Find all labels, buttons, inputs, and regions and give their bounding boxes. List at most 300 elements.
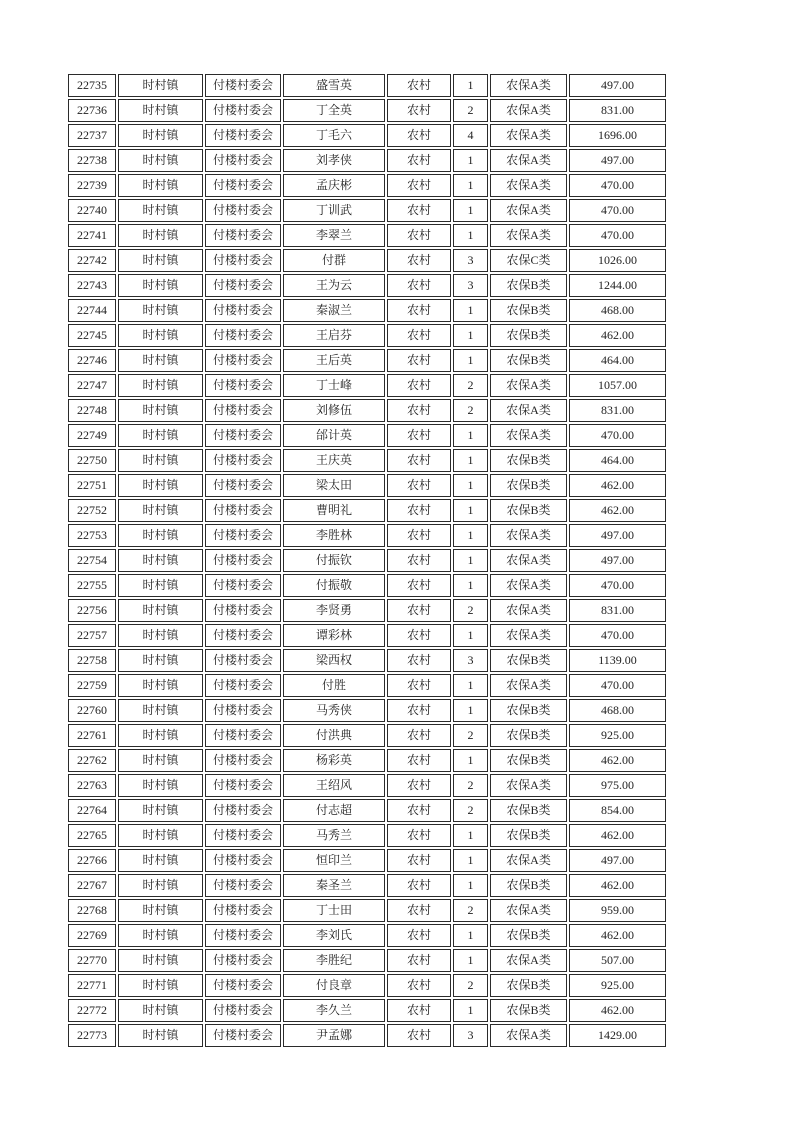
table-row	[68, 599, 666, 622]
insurance-class-cell: 农保A类	[490, 424, 567, 447]
village-committee-cell: 付楼村委会	[205, 374, 281, 397]
amount-cell: 925.00	[569, 974, 666, 997]
amount-cell: 468.00	[569, 699, 666, 722]
table-row	[68, 324, 666, 347]
amount-cell: 1244.00	[569, 274, 666, 297]
category-cell: 农村	[387, 949, 451, 972]
amount-cell: 831.00	[569, 399, 666, 422]
person-count-cell: 1	[453, 199, 488, 222]
category-cell: 农村	[387, 774, 451, 797]
insurance-class-cell: 农保A类	[490, 549, 567, 572]
record-id-cell: 22757	[68, 624, 116, 647]
insurance-class-cell: 农保B类	[490, 649, 567, 672]
person-count-cell: 1	[453, 524, 488, 547]
record-id-cell: 22746	[68, 349, 116, 372]
village-committee-cell: 付楼村委会	[205, 524, 281, 547]
table-row	[68, 874, 666, 897]
insurance-class-cell: 农保A类	[490, 599, 567, 622]
record-id-cell: 22763	[68, 774, 116, 797]
amount-cell: 464.00	[569, 349, 666, 372]
village-committee-cell: 付楼村委会	[205, 874, 281, 897]
category-cell: 农村	[387, 849, 451, 872]
town-cell: 时村镇	[118, 774, 203, 797]
village-committee-cell: 付楼村委会	[205, 474, 281, 497]
insurance-class-cell: 农保A类	[490, 149, 567, 172]
person-name-cell: 尹孟娜	[283, 1024, 385, 1047]
town-cell: 时村镇	[118, 599, 203, 622]
amount-cell: 975.00	[569, 774, 666, 797]
person-count-cell: 2	[453, 724, 488, 747]
town-cell: 时村镇	[118, 824, 203, 847]
table-row	[68, 249, 666, 272]
record-id-cell: 22743	[68, 274, 116, 297]
insurance-class-cell: 农保A类	[490, 574, 567, 597]
record-id-cell: 22765	[68, 824, 116, 847]
village-committee-cell: 付楼村委会	[205, 799, 281, 822]
village-committee-cell: 付楼村委会	[205, 699, 281, 722]
person-name-cell: 付洪典	[283, 724, 385, 747]
category-cell: 农村	[387, 1024, 451, 1047]
insurance-class-cell: 农保A类	[490, 899, 567, 922]
town-cell: 时村镇	[118, 524, 203, 547]
village-committee-cell: 付楼村委会	[205, 999, 281, 1022]
town-cell: 时村镇	[118, 799, 203, 822]
amount-cell: 462.00	[569, 324, 666, 347]
person-count-cell: 2	[453, 374, 488, 397]
person-name-cell: 丁训武	[283, 199, 385, 222]
insurance-class-cell: 农保A类	[490, 399, 567, 422]
amount-cell: 959.00	[569, 899, 666, 922]
amount-cell: 470.00	[569, 674, 666, 697]
category-cell: 农村	[387, 874, 451, 897]
person-count-cell: 1	[453, 699, 488, 722]
person-name-cell: 王为云	[283, 274, 385, 297]
table-row	[68, 624, 666, 647]
person-name-cell: 谭彩林	[283, 624, 385, 647]
record-id-cell: 22762	[68, 749, 116, 772]
record-id-cell: 22735	[68, 74, 116, 97]
village-committee-cell: 付楼村委会	[205, 849, 281, 872]
insurance-class-cell: 农保B类	[490, 824, 567, 847]
insurance-class-cell: 农保A类	[490, 374, 567, 397]
record-id-cell: 22773	[68, 1024, 116, 1047]
person-name-cell: 刘孝侠	[283, 149, 385, 172]
person-count-cell: 1	[453, 224, 488, 247]
insurance-class-cell: 农保B类	[490, 274, 567, 297]
record-id-cell: 22767	[68, 874, 116, 897]
person-count-cell: 1	[453, 149, 488, 172]
table-row	[68, 299, 666, 322]
record-id-cell: 22738	[68, 149, 116, 172]
person-count-cell: 1	[453, 324, 488, 347]
category-cell: 农村	[387, 299, 451, 322]
category-cell: 农村	[387, 174, 451, 197]
town-cell: 时村镇	[118, 1024, 203, 1047]
category-cell: 农村	[387, 249, 451, 272]
person-name-cell: 秦圣兰	[283, 874, 385, 897]
town-cell: 时村镇	[118, 949, 203, 972]
insurance-class-cell: 农保A类	[490, 849, 567, 872]
town-cell: 时村镇	[118, 349, 203, 372]
village-committee-cell: 付楼村委会	[205, 174, 281, 197]
insurance-class-cell: 农保A类	[490, 224, 567, 247]
person-count-cell: 1	[453, 424, 488, 447]
person-name-cell: 李久兰	[283, 999, 385, 1022]
insurance-class-cell: 农保B类	[490, 474, 567, 497]
category-cell: 农村	[387, 799, 451, 822]
amount-cell: 470.00	[569, 224, 666, 247]
person-name-cell: 付振钦	[283, 549, 385, 572]
village-committee-cell: 付楼村委会	[205, 99, 281, 122]
insurance-class-cell: 农保B类	[490, 449, 567, 472]
person-count-cell: 1	[453, 299, 488, 322]
insurance-class-cell: 农保A类	[490, 524, 567, 547]
person-name-cell: 王后英	[283, 349, 385, 372]
insurance-class-cell: 农保B类	[490, 699, 567, 722]
category-cell: 农村	[387, 924, 451, 947]
town-cell: 时村镇	[118, 749, 203, 772]
table-row	[68, 749, 666, 772]
village-committee-cell: 付楼村委会	[205, 724, 281, 747]
record-id-cell: 22766	[68, 849, 116, 872]
record-id-cell: 22756	[68, 599, 116, 622]
category-cell: 农村	[387, 499, 451, 522]
person-name-cell: 王绍风	[283, 774, 385, 797]
person-count-cell: 1	[453, 174, 488, 197]
town-cell: 时村镇	[118, 474, 203, 497]
record-id-cell: 22770	[68, 949, 116, 972]
town-cell: 时村镇	[118, 674, 203, 697]
record-id-cell: 22747	[68, 374, 116, 397]
amount-cell: 1057.00	[569, 374, 666, 397]
village-committee-cell: 付楼村委会	[205, 624, 281, 647]
village-committee-cell: 付楼村委会	[205, 674, 281, 697]
record-id-cell: 22760	[68, 699, 116, 722]
amount-cell: 470.00	[569, 424, 666, 447]
category-cell: 农村	[387, 599, 451, 622]
category-cell: 农村	[387, 324, 451, 347]
person-count-cell: 2	[453, 899, 488, 922]
insurance-class-cell: 农保B类	[490, 799, 567, 822]
category-cell: 农村	[387, 674, 451, 697]
village-committee-cell: 付楼村委会	[205, 324, 281, 347]
table-row	[68, 124, 666, 147]
person-count-cell: 1	[453, 349, 488, 372]
category-cell: 农村	[387, 399, 451, 422]
benefits-roster-table	[66, 72, 668, 1049]
record-id-cell: 22768	[68, 899, 116, 922]
person-name-cell: 王庆英	[283, 449, 385, 472]
village-committee-cell: 付楼村委会	[205, 774, 281, 797]
insurance-class-cell: 农保A类	[490, 99, 567, 122]
person-count-cell: 3	[453, 1024, 488, 1047]
town-cell: 时村镇	[118, 374, 203, 397]
village-committee-cell: 付楼村委会	[205, 124, 281, 147]
person-count-cell: 1	[453, 74, 488, 97]
person-count-cell: 1	[453, 824, 488, 847]
amount-cell: 1429.00	[569, 1024, 666, 1047]
insurance-class-cell: 农保B类	[490, 924, 567, 947]
amount-cell: 497.00	[569, 549, 666, 572]
person-count-cell: 1	[453, 474, 488, 497]
amount-cell: 468.00	[569, 299, 666, 322]
table-row	[68, 824, 666, 847]
category-cell: 农村	[387, 549, 451, 572]
amount-cell: 462.00	[569, 999, 666, 1022]
insurance-class-cell: 农保B类	[490, 974, 567, 997]
record-id-cell: 22750	[68, 449, 116, 472]
record-id-cell: 22745	[68, 324, 116, 347]
record-id-cell: 22744	[68, 299, 116, 322]
town-cell: 时村镇	[118, 174, 203, 197]
record-id-cell: 22758	[68, 649, 116, 672]
person-name-cell: 付志超	[283, 799, 385, 822]
category-cell: 农村	[387, 624, 451, 647]
table-row	[68, 949, 666, 972]
table-row	[68, 199, 666, 222]
person-count-cell: 2	[453, 799, 488, 822]
town-cell: 时村镇	[118, 974, 203, 997]
insurance-class-cell: 农保B类	[490, 349, 567, 372]
category-cell: 农村	[387, 724, 451, 747]
village-committee-cell: 付楼村委会	[205, 274, 281, 297]
table-row	[68, 224, 666, 247]
category-cell: 农村	[387, 899, 451, 922]
insurance-class-cell: 农保A类	[490, 949, 567, 972]
person-count-cell: 1	[453, 624, 488, 647]
table-row	[68, 774, 666, 797]
category-cell: 农村	[387, 424, 451, 447]
amount-cell: 497.00	[569, 74, 666, 97]
person-name-cell: 丁毛六	[283, 124, 385, 147]
record-id-cell: 22755	[68, 574, 116, 597]
insurance-class-cell: 农保A类	[490, 674, 567, 697]
person-count-cell: 4	[453, 124, 488, 147]
town-cell: 时村镇	[118, 99, 203, 122]
village-committee-cell: 付楼村委会	[205, 949, 281, 972]
person-count-cell: 1	[453, 874, 488, 897]
record-id-cell: 22761	[68, 724, 116, 747]
table-row	[68, 274, 666, 297]
table-row	[68, 699, 666, 722]
person-count-cell: 2	[453, 774, 488, 797]
record-id-cell: 22772	[68, 999, 116, 1022]
amount-cell: 462.00	[569, 749, 666, 772]
amount-cell: 462.00	[569, 874, 666, 897]
person-count-cell: 1	[453, 999, 488, 1022]
amount-cell: 464.00	[569, 449, 666, 472]
record-id-cell: 22736	[68, 99, 116, 122]
category-cell: 农村	[387, 149, 451, 172]
person-name-cell: 李贤勇	[283, 599, 385, 622]
table-row	[68, 524, 666, 547]
category-cell: 农村	[387, 749, 451, 772]
table-row	[68, 724, 666, 747]
amount-cell: 925.00	[569, 724, 666, 747]
table-row	[68, 974, 666, 997]
town-cell: 时村镇	[118, 124, 203, 147]
person-count-cell: 2	[453, 99, 488, 122]
town-cell: 时村镇	[118, 399, 203, 422]
record-id-cell: 22759	[68, 674, 116, 697]
category-cell: 农村	[387, 574, 451, 597]
village-committee-cell: 付楼村委会	[205, 299, 281, 322]
town-cell: 时村镇	[118, 74, 203, 97]
town-cell: 时村镇	[118, 149, 203, 172]
person-name-cell: 丁士峰	[283, 374, 385, 397]
town-cell: 时村镇	[118, 224, 203, 247]
village-committee-cell: 付楼村委会	[205, 549, 281, 572]
table-row	[68, 549, 666, 572]
person-name-cell: 马秀兰	[283, 824, 385, 847]
person-count-cell: 1	[453, 949, 488, 972]
amount-cell: 497.00	[569, 149, 666, 172]
record-id-cell: 22764	[68, 799, 116, 822]
person-count-cell: 1	[453, 924, 488, 947]
town-cell: 时村镇	[118, 924, 203, 947]
person-count-cell: 3	[453, 249, 488, 272]
person-count-cell: 1	[453, 449, 488, 472]
insurance-class-cell: 农保B类	[490, 724, 567, 747]
table-row	[68, 499, 666, 522]
insurance-class-cell: 农保B类	[490, 874, 567, 897]
category-cell: 农村	[387, 199, 451, 222]
table-row	[68, 999, 666, 1022]
table-row	[68, 174, 666, 197]
category-cell: 农村	[387, 449, 451, 472]
category-cell: 农村	[387, 524, 451, 547]
person-count-cell: 3	[453, 649, 488, 672]
category-cell: 农村	[387, 474, 451, 497]
person-name-cell: 付振敬	[283, 574, 385, 597]
person-count-cell: 1	[453, 574, 488, 597]
person-name-cell: 杨彩英	[283, 749, 385, 772]
amount-cell: 1696.00	[569, 124, 666, 147]
insurance-class-cell: 农保A类	[490, 74, 567, 97]
village-committee-cell: 付楼村委会	[205, 149, 281, 172]
person-name-cell: 秦淑兰	[283, 299, 385, 322]
village-committee-cell: 付楼村委会	[205, 224, 281, 247]
person-name-cell: 邰计英	[283, 424, 385, 447]
town-cell: 时村镇	[118, 499, 203, 522]
town-cell: 时村镇	[118, 899, 203, 922]
amount-cell: 462.00	[569, 824, 666, 847]
amount-cell: 470.00	[569, 199, 666, 222]
insurance-class-cell: 农保A类	[490, 624, 567, 647]
record-id-cell: 22737	[68, 124, 116, 147]
insurance-class-cell: 农保A类	[490, 199, 567, 222]
table-row	[68, 474, 666, 497]
village-committee-cell: 付楼村委会	[205, 649, 281, 672]
village-committee-cell: 付楼村委会	[205, 824, 281, 847]
amount-cell: 831.00	[569, 99, 666, 122]
village-committee-cell: 付楼村委会	[205, 1024, 281, 1047]
amount-cell: 1026.00	[569, 249, 666, 272]
town-cell: 时村镇	[118, 249, 203, 272]
record-id-cell: 22748	[68, 399, 116, 422]
person-name-cell: 李胜林	[283, 524, 385, 547]
person-name-cell: 孟庆彬	[283, 174, 385, 197]
amount-cell: 1139.00	[569, 649, 666, 672]
village-committee-cell: 付楼村委会	[205, 899, 281, 922]
table-row	[68, 424, 666, 447]
person-count-cell: 2	[453, 599, 488, 622]
amount-cell: 831.00	[569, 599, 666, 622]
village-committee-cell: 付楼村委会	[205, 924, 281, 947]
category-cell: 农村	[387, 224, 451, 247]
table-row	[68, 574, 666, 597]
amount-cell: 497.00	[569, 524, 666, 547]
village-committee-cell: 付楼村委会	[205, 974, 281, 997]
village-committee-cell: 付楼村委会	[205, 499, 281, 522]
amount-cell: 462.00	[569, 499, 666, 522]
table-row	[68, 649, 666, 672]
person-count-cell: 1	[453, 674, 488, 697]
table-row	[68, 674, 666, 697]
person-name-cell: 恒印兰	[283, 849, 385, 872]
person-name-cell: 付胜	[283, 674, 385, 697]
category-cell: 农村	[387, 124, 451, 147]
category-cell: 农村	[387, 99, 451, 122]
table-row	[68, 349, 666, 372]
person-count-cell: 1	[453, 849, 488, 872]
amount-cell: 854.00	[569, 799, 666, 822]
table-row	[68, 99, 666, 122]
category-cell: 农村	[387, 274, 451, 297]
insurance-class-cell: 农保A类	[490, 124, 567, 147]
village-committee-cell: 付楼村委会	[205, 749, 281, 772]
person-count-cell: 1	[453, 549, 488, 572]
person-count-cell: 1	[453, 749, 488, 772]
category-cell: 农村	[387, 824, 451, 847]
person-name-cell: 李刘氏	[283, 924, 385, 947]
village-committee-cell: 付楼村委会	[205, 74, 281, 97]
insurance-class-cell: 农保C类	[490, 249, 567, 272]
category-cell: 农村	[387, 374, 451, 397]
person-count-cell: 3	[453, 274, 488, 297]
town-cell: 时村镇	[118, 999, 203, 1022]
record-id-cell: 22754	[68, 549, 116, 572]
person-name-cell: 曹明礼	[283, 499, 385, 522]
person-name-cell: 丁全英	[283, 99, 385, 122]
table-row	[68, 149, 666, 172]
person-name-cell: 李胜纪	[283, 949, 385, 972]
town-cell: 时村镇	[118, 274, 203, 297]
amount-cell: 462.00	[569, 924, 666, 947]
town-cell: 时村镇	[118, 424, 203, 447]
amount-cell: 470.00	[569, 174, 666, 197]
table-row	[68, 1024, 666, 1047]
insurance-class-cell: 农保A类	[490, 774, 567, 797]
table-row	[68, 799, 666, 822]
record-id-cell: 22753	[68, 524, 116, 547]
category-cell: 农村	[387, 349, 451, 372]
village-committee-cell: 付楼村委会	[205, 599, 281, 622]
insurance-class-cell: 农保B类	[490, 324, 567, 347]
person-name-cell: 付良章	[283, 974, 385, 997]
table-body	[68, 74, 666, 1047]
town-cell: 时村镇	[118, 449, 203, 472]
village-committee-cell: 付楼村委会	[205, 349, 281, 372]
record-id-cell: 22742	[68, 249, 116, 272]
insurance-class-cell: 农保B类	[490, 299, 567, 322]
category-cell: 农村	[387, 999, 451, 1022]
town-cell: 时村镇	[118, 299, 203, 322]
amount-cell: 470.00	[569, 574, 666, 597]
insurance-class-cell: 农保B类	[490, 499, 567, 522]
amount-cell: 470.00	[569, 624, 666, 647]
category-cell: 农村	[387, 649, 451, 672]
